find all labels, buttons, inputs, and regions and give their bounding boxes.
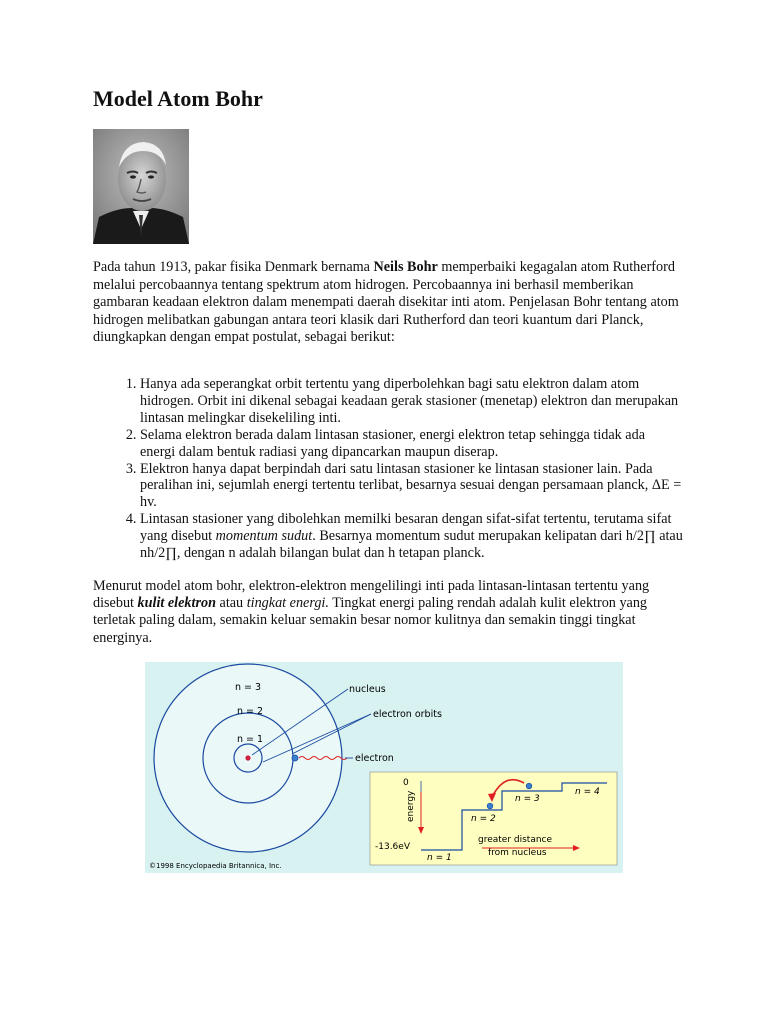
orbit-label-n1: n = 1 — [237, 734, 264, 745]
list-item: 2. Selama elektron berada dalam lintasan stasioner, energi elektron tetap sehingga tidak ada energi dalam bentuk radiasi yang dipancarkan maupun diserap. — [140, 427, 683, 461]
svg-text:-13.6eV: -13.6eV — [375, 842, 410, 852]
page-title: Model Atom Bohr — [93, 86, 263, 111]
electron-dot — [292, 755, 298, 761]
orbit-label-n2: n = 2 — [237, 706, 264, 717]
nucleus-callout: nucleus — [349, 684, 386, 695]
svg-text:n = 2: n = 2 — [471, 814, 496, 824]
shell-paragraph: Menurut model atom bohr, elektron-elektron mengelilingi inti pada lintasan-lintasan tertentu yang disebut kulit elektron atau tingkat energi. Tingkat energi paling rendah adalah kulit elektron yang terletak paling dalam, semakin keluar semakin besar nomor kulitnya dan semakin tinggi tingkat energinya. — [93, 578, 650, 646]
svg-text:energy: energy — [406, 790, 416, 822]
portrait-photo — [93, 129, 189, 244]
nucleus-dot — [245, 755, 250, 760]
bohr-name: Neils Bohr — [373, 259, 438, 275]
svg-text:greater distance: greater distance — [478, 835, 553, 845]
intro-paragraph: Pada tahun 1913, pakar fisika Denmark bernama Neils Bohr memperbaiki kegagalan atom Rutherford melalui percobaannya tentang spektrum atom hidrogen. Percobaannya ini berhasil memberikan gambaran keadaan elektron dalam menempati daerah disekitar inti atom. Penjelasan Bohr tentang atom hidrogen melibatkan gabungan antara teori klasik dari Rutherford dan teori kuantum dari Planck, diungkapkan dengan empat postulat, sebagai berikut: — [93, 259, 679, 346]
orbit-label-n3: n = 3 — [235, 682, 262, 693]
electron-callout: electron — [355, 753, 394, 764]
svg-text:0: 0 — [403, 778, 409, 788]
list-item: 1. Hanya ada seperangkat orbit tertentu yang diperbolehkan bagi satu elektron dalam atom hidrogen. Orbit ini dikenal sebagai keadaan gerak stasioner (menetap) elektron dan merupakan lintasan melingkar disekeliling inti. — [140, 376, 683, 427]
orbits-callout: electron orbits — [373, 709, 442, 720]
bohr-model-diagram — [145, 662, 623, 873]
svg-text:from nucleus: from nucleus — [488, 848, 547, 858]
svg-text:n = 3: n = 3 — [515, 794, 540, 804]
copyright-text: ©1998 Encyclopaedia Britannica, Inc. — [149, 862, 282, 870]
svg-text:n = 4: n = 4 — [575, 787, 600, 797]
svg-text:n = 1: n = 1 — [427, 853, 452, 863]
postulate-list — [93, 376, 683, 562]
list-item: 3. Elektron hanya dapat berpindah dari satu lintasan stasioner ke lintasan stasioner lain. Pada peralihan ini, sejumlah energi tertentu terlibat, besarnya sesuai dengan persamaan planck, ΔE = hv. — [140, 461, 683, 512]
list-item: 4. Lintasan stasioner yang dibolehkan memilki besaran dengan sifat-sifat tertentu, terutama sifat yang disebut momentum sudut. Besarnya momentum sudut merupakan kelipatan dari h/2∏ atau nh/2∏, dengan n adalah bilangan bulat dan h tetapan planck. — [140, 511, 683, 562]
